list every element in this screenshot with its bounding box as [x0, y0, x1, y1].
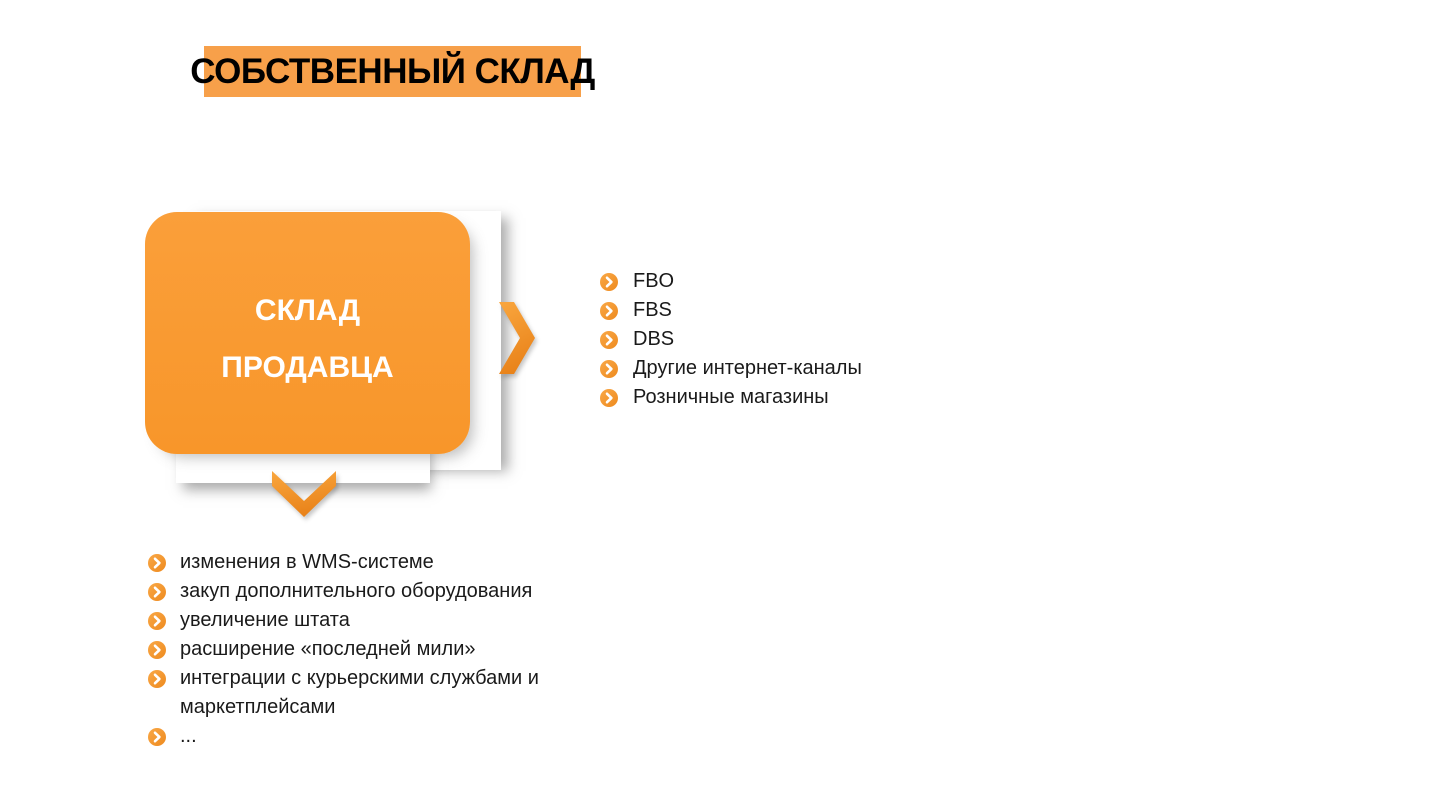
- list-item: [148, 606, 600, 635]
- chevron-circle-icon: [600, 273, 618, 291]
- slide-title-bar: [190, 46, 595, 97]
- seller-box-line2: ПРОДАВЦА: [221, 350, 394, 384]
- seller-box-line1: СКЛАД: [254, 293, 361, 327]
- list-item: [600, 325, 862, 354]
- list-item: [148, 664, 600, 722]
- chevron-circle-icon: [148, 728, 166, 746]
- list-item-label: ...: [180, 725, 197, 747]
- chevron-circle-icon: [148, 583, 166, 601]
- chevron-right-icon: [499, 302, 535, 374]
- chevron-circle-icon: [148, 641, 166, 659]
- list-item: [600, 354, 862, 383]
- list-item-label: расширение «последней мили»: [180, 638, 476, 660]
- chevron-circle-icon: [600, 302, 618, 320]
- list-item-label: Розничные магазины: [633, 386, 829, 408]
- chevron-circle-icon: [148, 670, 166, 688]
- slide-title: СОБСТВЕННЫЙ СКЛАД: [190, 51, 595, 91]
- list-item-label: Другие интернет-каналы: [633, 357, 862, 379]
- list-item: [600, 383, 862, 412]
- list-item-label: изменения в WMS-системе: [180, 551, 434, 573]
- chevron-circle-icon: [600, 360, 618, 378]
- chevron-down-icon: [272, 471, 336, 517]
- list-item-label: FBS: [633, 299, 672, 321]
- seller-warehouse-box: [145, 212, 470, 454]
- list-item: [600, 296, 862, 325]
- warehouse-requirements-list: [148, 548, 600, 751]
- list-item: [148, 722, 600, 751]
- list-item: [600, 267, 862, 296]
- chevron-circle-icon: [148, 612, 166, 630]
- seller-warehouse-label: [221, 293, 394, 384]
- list-item-label: увеличение штата: [180, 609, 350, 631]
- list-item-label: интеграции с курьерскими службами и маркетплейсами: [180, 667, 539, 718]
- chevron-circle-icon: [600, 331, 618, 349]
- list-item-label: FBO: [633, 270, 675, 292]
- chevron-circle-icon: [148, 554, 166, 572]
- chevron-circle-icon: [600, 389, 618, 407]
- list-item: [148, 548, 600, 577]
- list-item: [148, 577, 600, 606]
- list-item-label: закуп дополнительного оборудования: [180, 580, 533, 602]
- list-item-label: DBS: [633, 328, 675, 350]
- list-item: [148, 635, 600, 664]
- sales-channels-list: [600, 267, 862, 412]
